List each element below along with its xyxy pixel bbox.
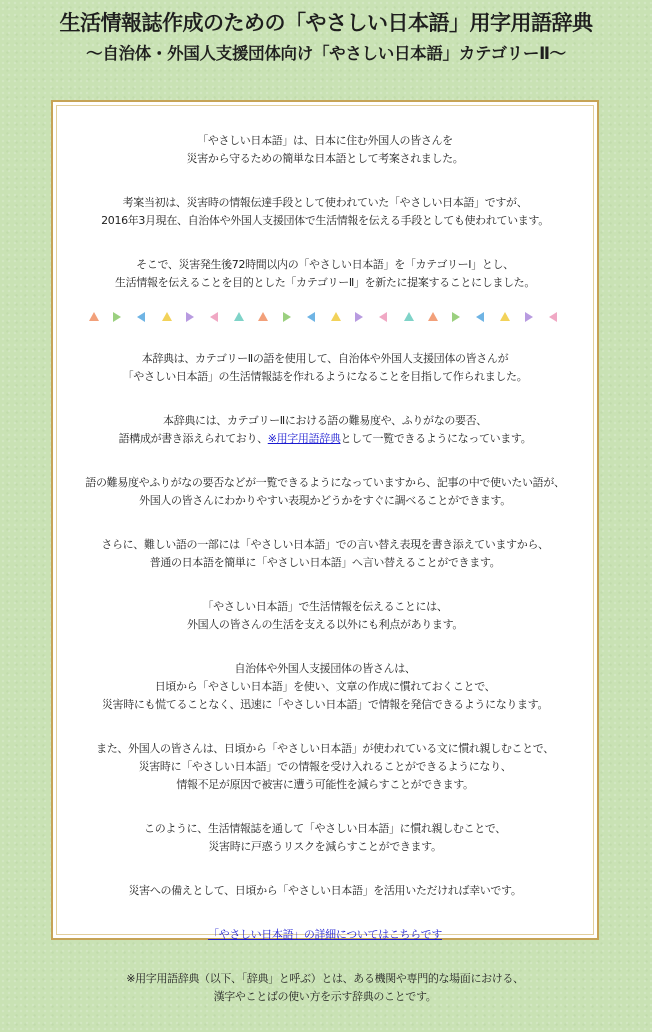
triangle-ornament [186, 312, 194, 322]
text-line: 生活情報を伝えることを目的とした「カテゴリーⅡ」を新たに提案することにしました。 [115, 276, 535, 289]
triangle-ornament [210, 312, 218, 322]
text-line: 2016年3月現在、自治体や外国人支援団体で生活情報を伝える手段としても使われています。 [101, 214, 549, 227]
text-line: さらに、難しい語の一部には「やさしい日本語」での言い替え表現を書き添えていますから、 [101, 538, 549, 551]
text-line: 漢字やことばの使い方を示す辞典のことです。 [213, 990, 437, 1003]
text-line: 「やさしい日本語」で生活情報を伝えることには、 [202, 600, 448, 613]
footnote [53, 970, 597, 1006]
text-line: 「やさしい日本語」は、日本に住む外国人の皆さんを [197, 134, 453, 147]
intro-section [53, 132, 597, 292]
text-line [53, 430, 597, 448]
triangle-ornament [355, 312, 363, 322]
triangle-ornament [549, 312, 557, 322]
triangle-ornament [404, 312, 414, 321]
text-line: 本辞典には、カテゴリーⅡにおける語の難易度や、ふりがなの要否、 [163, 414, 487, 427]
text-line: 災害時に「やさしい日本語」での情報を受け入れることができるようになり、 [138, 760, 512, 773]
yasashii-nihongo-detail-link[interactable]: 「やさしい日本語」の詳細についてはこちらです [208, 928, 442, 941]
text-line: 外国人の皆さんにわかりやすい表現かどうかをすぐに調べることができます。 [139, 494, 511, 507]
text-line: また、外国人の皆さんは、日頃から「やさしい日本語」が使われている文に慣れ親しむことで、 [96, 742, 554, 755]
triangle-ornament [283, 312, 291, 322]
triangle-ornament [258, 312, 268, 321]
text-line: 情報不足が原因で被害に遭う可能性を減らすことができます。 [176, 778, 474, 791]
text-line: 外国人の皆さんの生活を支える以外にも利点があります。 [186, 618, 464, 631]
paragraph [53, 740, 597, 794]
triangle-ornament [113, 312, 121, 322]
content-body [53, 132, 597, 1032]
text-segment: として一覧できるようになっています。 [340, 432, 532, 445]
content-frame [51, 100, 599, 1003]
paragraph [53, 132, 597, 168]
dictionary-paragraph [53, 412, 597, 448]
paragraph [53, 820, 597, 856]
triangle-ornament [137, 312, 145, 322]
dictionary-link[interactable]: ※用字用語辞典 [267, 432, 341, 445]
page-title: 生活情報誌作成のための「やさしい日本語」用字用語辞典 [59, 11, 593, 35]
triangle-ornament [525, 312, 533, 322]
text-line: 考案当初は、災害時の情報伝達手段として使われていた「やさしい日本語」ですが、 [122, 196, 528, 209]
triangle-ornament [307, 312, 315, 322]
triangle-ornament [162, 312, 172, 321]
page-subtitle: 〜自治体・外国人支援団体向け「やさしい日本語」カテゴリーⅡ〜 [86, 44, 566, 63]
triangle-ornament [428, 312, 438, 321]
text-line: 普通の日本語を簡単に「やさしい日本語」へ言い替えることができます。 [149, 556, 501, 569]
text-line: 災害から守るための簡単な日本語として考案されました。 [186, 152, 464, 165]
paragraph [53, 350, 597, 386]
purpose-section [53, 350, 597, 386]
triangle-ornament [476, 312, 484, 322]
text-line: 「やさしい日本語」の生活情報誌を作れるようになることを目指して作られました。 [122, 370, 528, 383]
triangle-ornament [452, 312, 460, 322]
triangle-ornament [500, 312, 510, 321]
benefits-section [53, 474, 597, 900]
paragraph [53, 882, 597, 900]
text-line: 災害時にも慌てることなく、迅速に「やさしい日本語」で情報を発信できるようになります。 [101, 698, 549, 711]
text-line: ※用字用語辞典（以下、「辞典」と呼ぶ）とは、ある機関や専門的な場面における、 [126, 972, 524, 985]
paragraph [53, 598, 597, 634]
paragraph [53, 256, 597, 292]
text-line: このように、生活情報誌を通して「やさしい日本語」に慣れ親しむことで、 [144, 822, 506, 835]
decorative-triangle-divider [53, 312, 597, 324]
text-line: 本辞典は、カテゴリーⅡの語を使用して、自治体や外国人支援団体の皆さんが [141, 352, 509, 365]
paragraph [53, 536, 597, 572]
triangle-ornament [331, 312, 341, 321]
paragraph [53, 474, 597, 510]
text-line: 語の難易度やふりがなの要否などが一覧できるようになっていますから、記事の中で使いたい語が、 [85, 476, 565, 489]
triangle-ornament [89, 312, 99, 321]
paragraph [53, 660, 597, 714]
text-line: 災害時に戸惑うリスクを減らすことができます。 [208, 840, 442, 853]
text-line: 災害への備えとして、日頃から「やさしい日本語」を活用いただければ幸いです。 [128, 884, 522, 897]
triangle-ornament [234, 312, 244, 321]
paragraph [53, 194, 597, 230]
triangle-ornament [379, 312, 387, 322]
text-segment: 語構成が書き添えられており、 [118, 432, 268, 445]
text-line: そこで、災害発生後72時間以内の「やさしい日本語」を「カテゴリーⅠ」とし、 [136, 258, 514, 271]
text-line: 日頃から「やさしい日本語」を使い、文章の作成に慣れておくことで、 [154, 680, 496, 693]
text-line: 自治体や外国人支援団体の皆さんは、 [234, 662, 416, 675]
